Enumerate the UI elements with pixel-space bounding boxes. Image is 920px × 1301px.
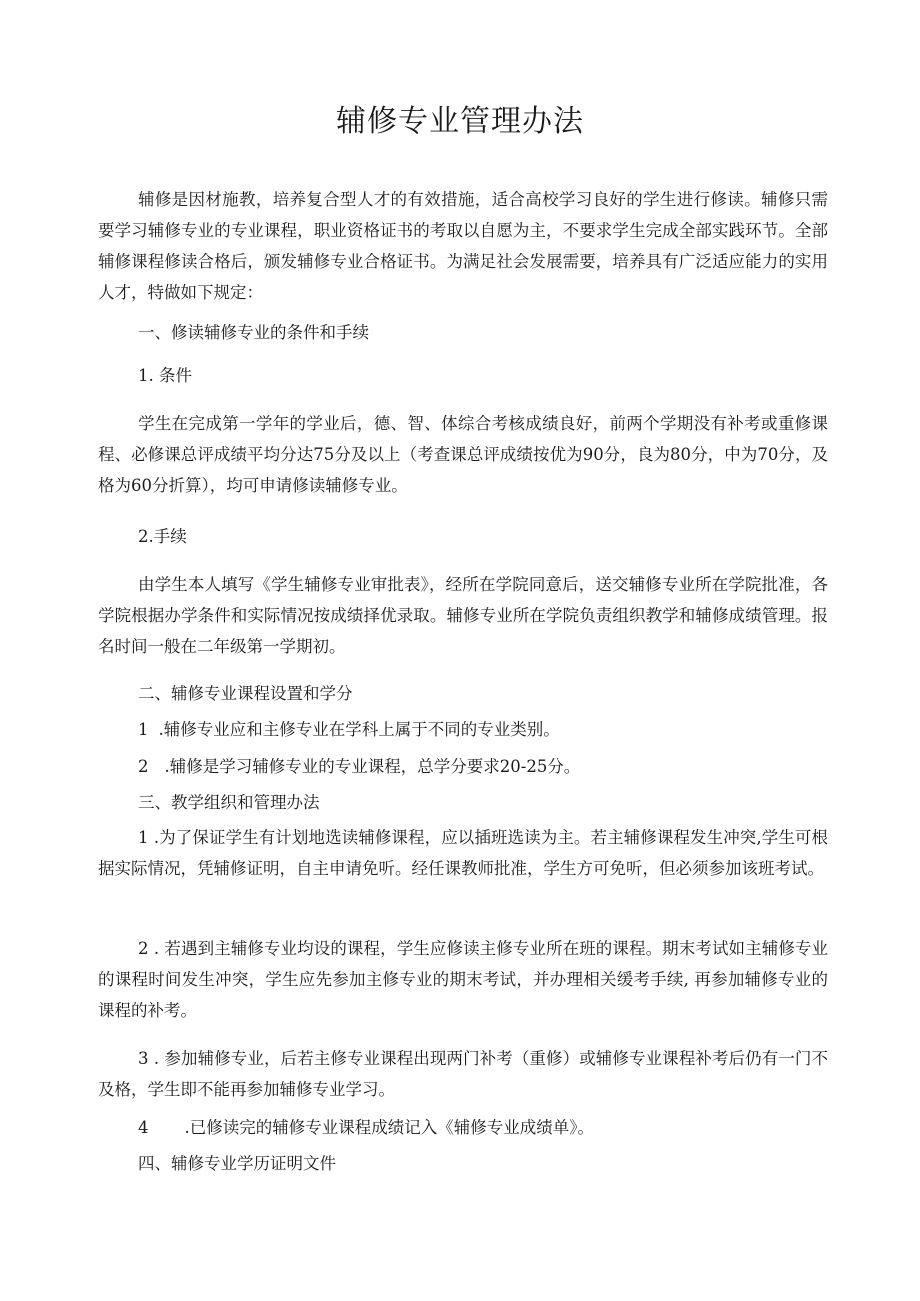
section-1-heading: 一、修读辅修专业的条件和手续 xyxy=(138,323,369,342)
section-2-item-2 xyxy=(138,755,580,779)
section-1-item-1-text: 学生在完成第一学年的学业后，德、智、体综合考核成绩良好，前两个学期没有补考或重修课程、必修课总评成绩平均分达75分及以上（考查课总评成绩按优为90分，良为80分，中为70分，及格为60分折算），均可申请修读辅修专业。 xyxy=(98,414,828,495)
section-2-item-1 xyxy=(138,718,560,742)
section-2-heading: 二、辅修专业课程设置和学分 xyxy=(138,684,353,703)
section-1-item-2-label: 2.手续 xyxy=(138,527,187,546)
section-2-item-1-num: 1 xyxy=(138,720,149,739)
section-3-item-4-text: .已修读完的辅修专业课程成绩记入《辅修专业成绩单》。 xyxy=(184,1118,594,1137)
section-2-item-1-text: .辅修专业应和主修专业在学科上属于不同的专业类别。 xyxy=(158,720,560,739)
section-4-heading: 四、辅修专业学历证明文件 xyxy=(138,1154,336,1173)
section-1-item-2-text: 由学生本人填写《学生辅修专业审批表》，经所在学院同意后，送交辅修专业所在学院批准，各学院根据办学条件和实际情况按成绩择优录取。辅修专业所在学院负责组织教学和辅修成绩管理。报名时间一般在二年级第一学期初。 xyxy=(98,575,828,656)
section-3-item-4-num: 4 xyxy=(138,1118,149,1137)
section-3-item-1: 1 .为了保证学生有计划地选读辅修课程，应以插班选读为主。若主辅修课程发生冲突,学生可根据实际情况，凭辅修证明，自主申请免听。经任课教师批准，学生方可免听，但必须参加该班考试。 xyxy=(98,828,828,878)
section-3-item-2: 2 . 若遇到主辅修专业均设的课程，学生应修读主修专业所在班的课程。期末考试如主辅修专业的课程时间发生冲突，学生应先参加主修专业的期末考试，并办理相关缓考手续, 再参加辅修专业的课程的补考。 xyxy=(98,939,828,1020)
intro-paragraph: 辅修是因材施教，培养复合型人才的有效措施，适合高校学习良好的学生进行修读。辅修只需要学习辅修专业的专业课程，职业资格证书的考取以自愿为主，不要求学生完成全部实践环节。全部辅修课程修读合格后，颁发辅修专业合格证书。为满足社会发展需要，培养具有广泛适应能力的实用人才，特做如下规定： xyxy=(98,190,828,302)
section-2-item-2-num: 2 xyxy=(138,757,149,776)
section-2-item-2-text: .辅修是学习辅修专业的专业课程，总学分要求20-25分。 xyxy=(164,757,581,776)
section-3-item-4 xyxy=(138,1116,594,1140)
section-3-heading: 三、教学组织和管理办法 xyxy=(138,793,320,812)
section-3-item-3: 3 . 参加辅修专业，后若主修专业课程出现两门补考（重修）或辅修专业课程补考后仍有一门不及格，学生即不能再参加辅修专业学习。 xyxy=(98,1049,828,1099)
section-1-item-1-label: 1. 条件 xyxy=(138,366,192,385)
document-title: 辅修专业管理办法 xyxy=(336,104,584,139)
